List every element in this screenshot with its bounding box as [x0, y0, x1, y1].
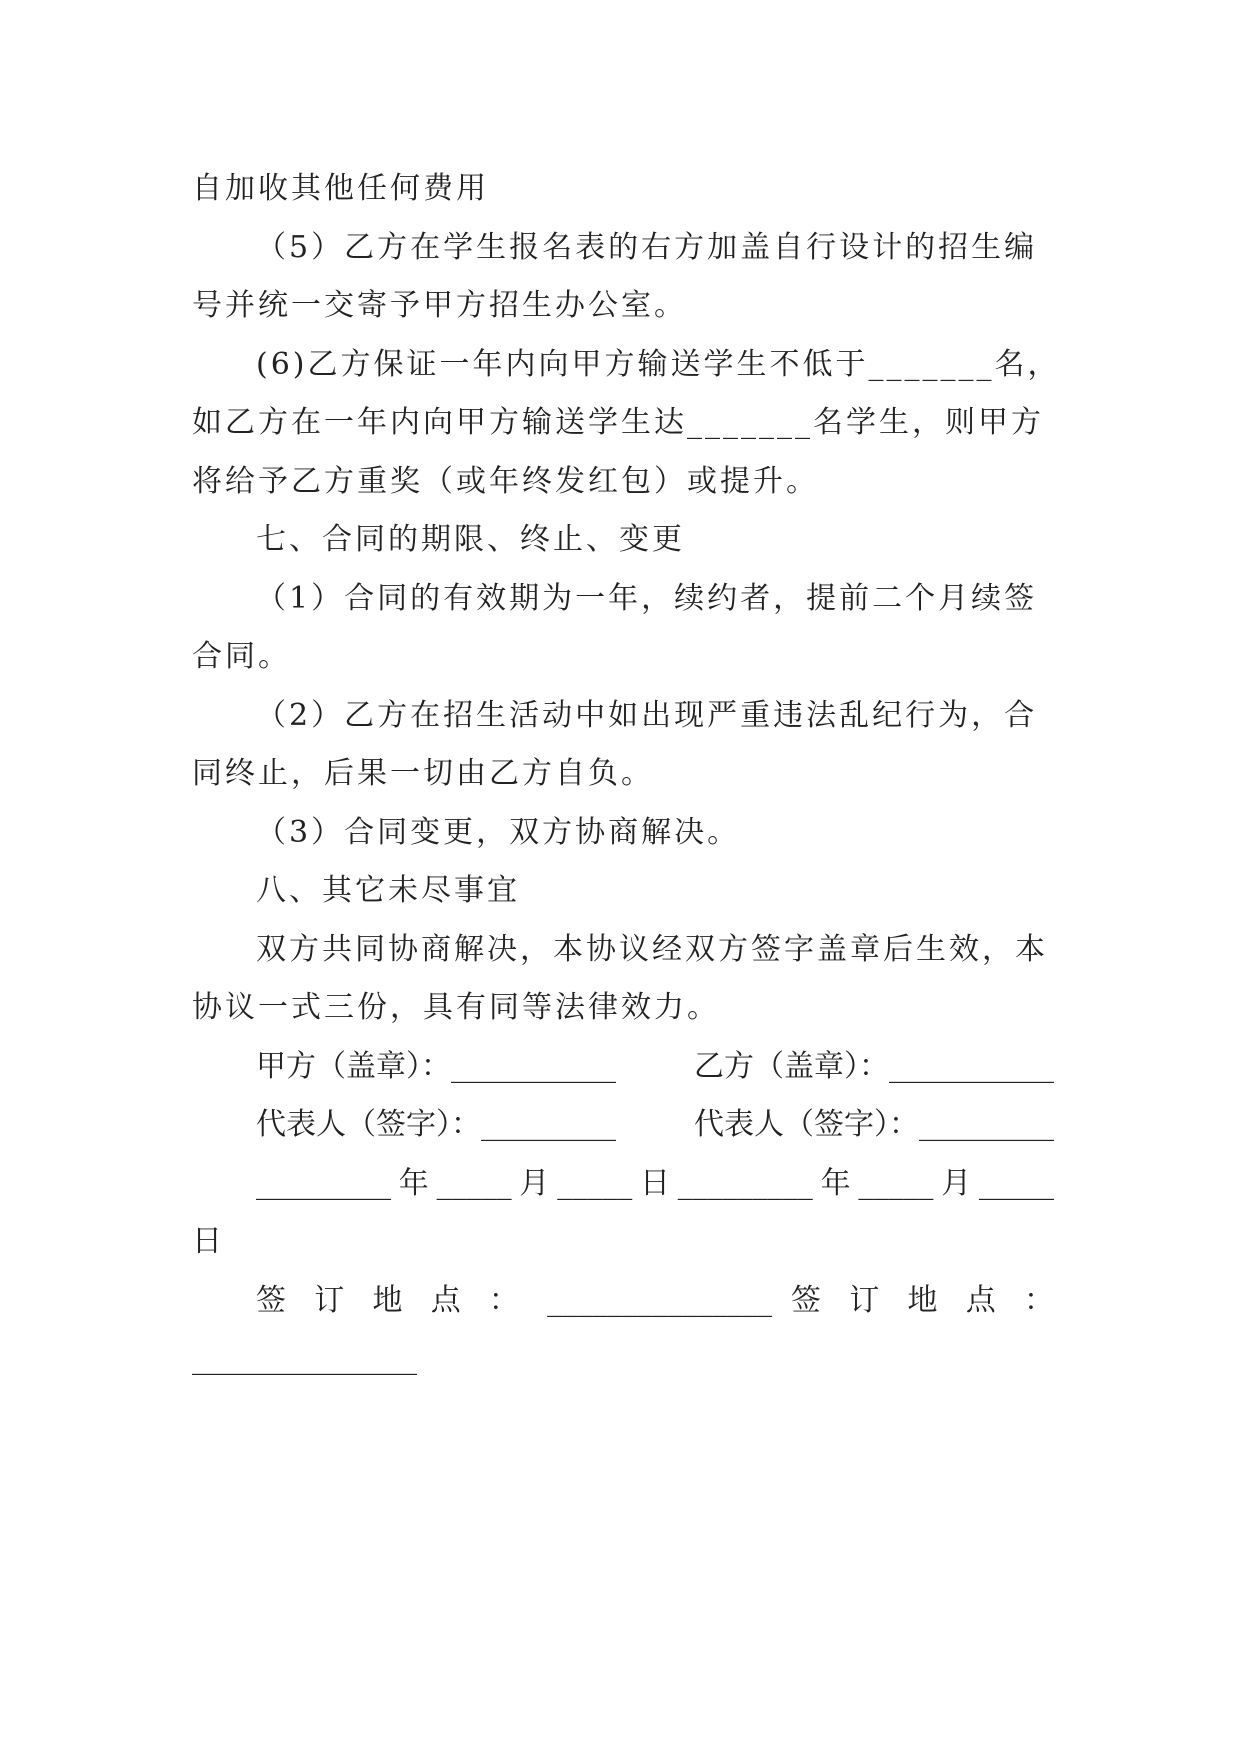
signing-place-row: 签 订 地 点 ： _______________ 签 订 地 点 ： [256, 1282, 1054, 1318]
party-a-representative-field: 代表人（签字）：_________ [256, 1107, 616, 1142]
date-row-tail: 日 [192, 1224, 225, 1259]
text-line: 合同。 [192, 639, 291, 674]
text-line: 号并统一交寄予甲方招生办公室。 [192, 288, 687, 323]
text-line: （2）乙方在招生活动中如出现严重违法乱纪行为，合 [256, 697, 1038, 733]
document-body [192, 160, 1061, 1389]
section-heading: 八、其它未尽事宜 [256, 873, 520, 908]
text-line: (6)乙方保证一年内向甲方输送学生不低于_______名， [256, 346, 1061, 382]
text-line: 双方共同协商解决，本协议经双方签字盖章后生效，本 [256, 931, 1048, 967]
representative-row [192, 1096, 1054, 1155]
date-row: _________年_____月_____日_________年_____月_____ [256, 1165, 1054, 1201]
text-line: 将给予乙方重奖（或年终发红包）或提升。 [192, 463, 819, 499]
text-line: 自加收其他任何费用 [192, 171, 489, 206]
section-heading: 七、合同的期限、终止、变更 [256, 522, 685, 557]
text-line: 协议一式三份，具有同等法律效力。 [192, 990, 720, 1025]
party-a-seal-field: 甲方（盖章）：___________ [256, 1048, 616, 1084]
text-line: 如乙方在一年内向甲方输送学生达_______名学生，则甲方 [192, 405, 1044, 440]
party-b-seal-field: 乙方（盖章）：___________ [694, 1048, 1054, 1084]
seal-row [192, 1038, 1054, 1097]
text-line: （1）合同的有效期为一年，续约者，提前二个月续签 [256, 580, 1038, 616]
signing-place-tail: _______________ [192, 1341, 417, 1376]
text-line: （5）乙方在学生报名表的右方加盖自行设计的招生编 [256, 229, 1038, 265]
text-line: 同终止，后果一切由乙方自负。 [192, 756, 654, 791]
text-line: （3）合同变更，双方协商解决。 [256, 814, 741, 850]
party-b-representative-field: 代表人（签字）：_________ [694, 1107, 1054, 1142]
